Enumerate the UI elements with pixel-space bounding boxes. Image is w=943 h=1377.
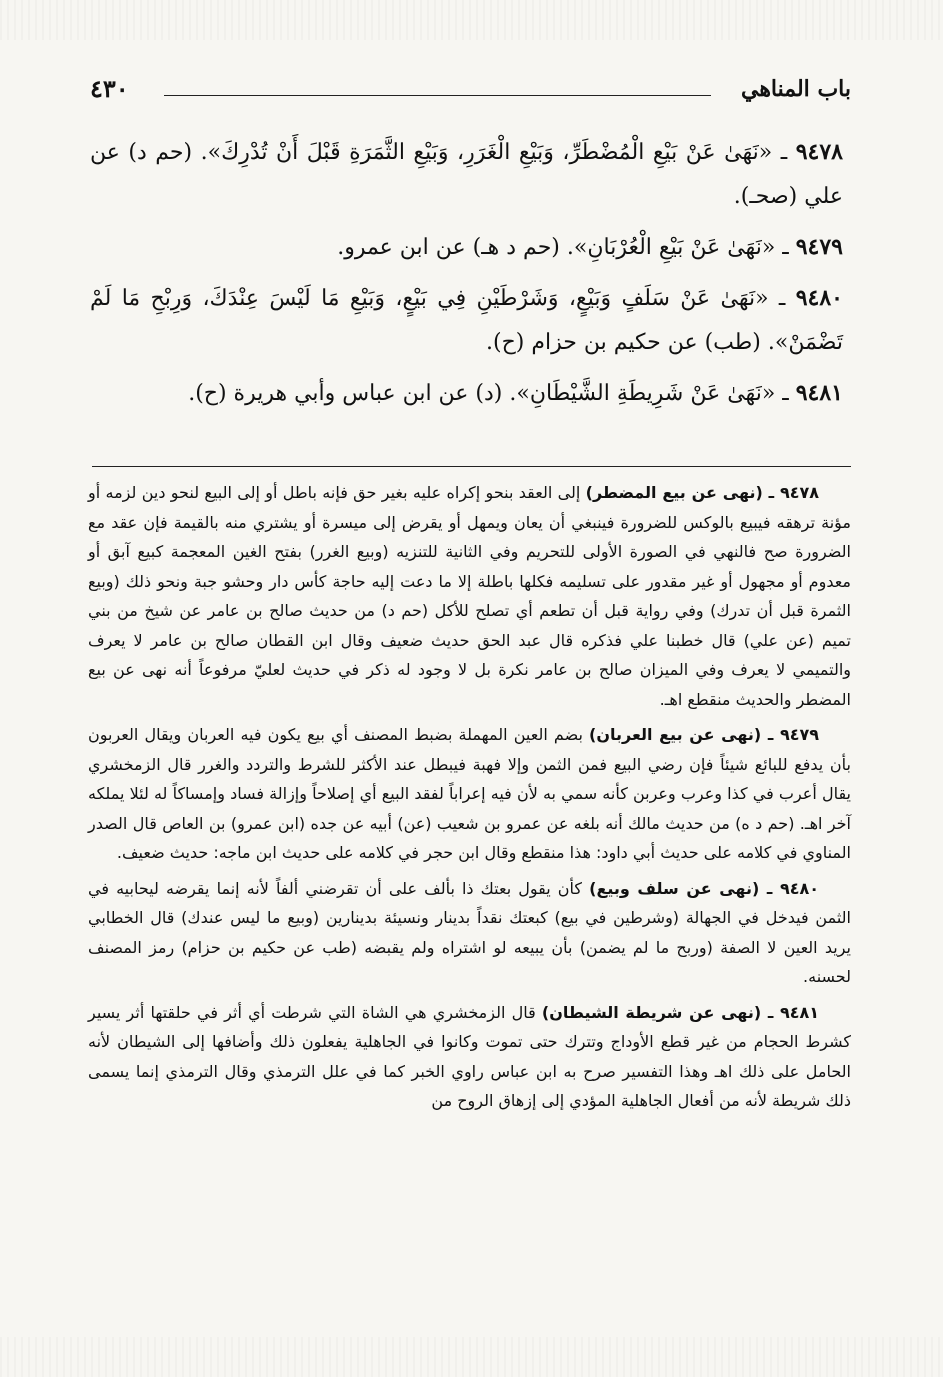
commentary-number: ٩٤٨١	[779, 1002, 820, 1022]
commentary-number: ٩٤٨٠	[779, 878, 820, 898]
commentary-entry: ٩٤٧٩ ـ (نهى عن بيع العربان) بضم العين المهملة بضبط المصنف أي بيع يكون فيه العربان ويقال العربون بأن يدفع للبائع شيئاً فإن رضي البيع فمن الثمن وإلا فهبة فيبطل عند الأكثر للشرط والتردد والغرر قال الزمخشري يقال أعرب في كذا وعرب وعربن كأنه سمي به لأن فيه إعراباً لفقد البيع أي إصلاحاً وإزالة فساد وإمساكاً له لئلا يملكه آخر اهـ. (حم د ه) من حديث مالك أنه بلغه عن عمرو بن شعيب (عن) أبيه عن جده (ابن عمرو) بن العاص قال الصدر المناوي في كلامه على حديث أبي داود: هذا منقطع وقال ابن حجر في كلامه على حديث ابن ماجه: حديث ضعيف.	[88, 725, 851, 862]
hadith-source: (حم د) عن علي (صحـ).	[90, 140, 843, 209]
commentary-text: كأن يقول بعتك ذا بألف على أن تقرضني ألفاً لأنه إنما يقرضه ليحابيه في الثمن فيدخل في الجهالة (وشرطين في بيع) كبعتك نقداً بدينار ونسيئة بدينارين (وبيع ما ليس عندك) قال الخطابي يريد العين لا الصفة (وربح ما لم يضمن) بأن يبيعه لو اشتراه ولم يقبضه (طب عن حكيم بن حزام) رمز المصنف لحسنه.	[88, 878, 851, 986]
hadith-number: ٩٤٨٠	[795, 285, 843, 311]
hadith-number: ٩٤٧٨	[795, 139, 843, 165]
hadith-entry: ٩٤٧٨ ـ «نَهَىٰ عَنْ بَيْعِ الْمُضْطَرِّ، وَبَيْعِ الْغَرَرِ، وَبَيْعِ الثَّمَرَةِ قَبْلَ أَنْ تُدْرِكَ». (حم د) عن علي (صحـ).	[90, 139, 843, 209]
commentary-heading: (نهى عن بيع المضطر)	[585, 483, 763, 502]
commentary-block	[88, 478, 851, 1122]
running-header	[90, 74, 851, 108]
hadith-source: (طب) عن حكيم بن حزام (ح).	[486, 330, 761, 355]
hadith-matn: «نَهَىٰ عَنْ سَلَفٍ وَبَيْعٍ، وَشَرْطَيْنِ فِي بَيْعٍ، وَبَيْعِ مَا لَيْسَ عِنْدَكَ، وَرِبْحِ مَا لَمْ تَضْمَنْ».	[90, 286, 843, 355]
commentary-number: ٩٤٧٨	[779, 483, 820, 502]
commentary-entry: ٩٤٧٨ ـ (نهى عن بيع المضطر) إلى العقد بنحو إكراه عليه بغير حق فإنه باطل أو إلى البيع لنحو دين لزمه أو مؤنة ترهقه فيبيع بالوكس للضرورة فينبغي أن يعان ويمهل أو يقرض إلى ميسرة أو يشتري منه بالقيمة فإن عقد مع الضرورة صح فالنهي في الصورة الأولى للتحريم وفي الثانية للتنزيه (وبيع الغرر) بفتح الغين المعجمة كبيع آبق أو معدوم أو مجهول أو غير مقدور على تسليمه فكلها باطلة إلا ما دعت إليه حاجة كأس دار وحشو جبة ونحو ذلك (وبيع الثمرة قبل أن تدرك) وفي رواية قبل أن تطعم أي تصلح للأكل (حم د) من حديث صالح بن عامر عن شيخ من بني تميم (عن علي) قال خطبنا علي فذكره قال عبد الحق حديث ضعيف وقال ابن القطان صالح بن عامر لا يعرف والتميمي لا يعرف وفي الميزان صالح بن عامر نكرة بل لا وجود له ذكر في حديث لعليّ مرفوعاً أنه نهى عن بيع المضطر والحديث منقطع اهـ.	[88, 483, 851, 709]
commentary-heading: (نهى عن بيع العربان)	[589, 725, 762, 744]
hadith-matn: «نَهَىٰ عَنْ بَيْعِ الْمُضْطَرِّ، وَبَيْعِ الْغَرَرِ، وَبَيْعِ الثَّمَرَةِ قَبْلَ أَنْ تُدْرِكَ».	[200, 140, 773, 165]
hadith-entry: ٩٤٨١ ـ «نَهَىٰ عَنْ شَرِيطَةِ الشَّيْطَانِ». (د) عن ابن عباس وأبي هريرة (ح).	[188, 380, 843, 406]
commentary-text: بضم العين المهملة بضبط المصنف أي بيع يكون فيه العربان ويقال العربون بأن يدفع للبائع شيئاً فإن رضي البيع فمن الثمن وإلا فهبة فيبطل عند الأكثر للشرط والتردد والغرر قال الزمخشري يقال أعرب في كذا وعرب وعربن كأنه سمي به لأن فيه إعراباً لفقد البيع أي إصلاحاً وإزالة فساد وإمساكاً له لئلا يملكه آخر اهـ. (حم د ه) من حديث مالك أنه بلغه عن عمرو بن شعيب (عن) أبيه عن جده (ابن عمرو) بن العاص قال الصدر المناوي في كلامه على حديث أبي داود: هذا منقطع وقال ابن حجر في كلامه على حديث ابن ماجه: حديث ضعيف.	[88, 725, 851, 862]
hadith-matn: «نَهَىٰ عَنْ بَيْعِ الْعُرْبَانِ».	[566, 235, 776, 260]
commentary-heading: (نهى عن سلف وبيع)	[589, 878, 760, 898]
hadith-source: (د) عن ابن عباس وأبي هريرة (ح).	[188, 381, 503, 406]
hadith-matn: «نَهَىٰ عَنْ شَرِيطَةِ الشَّيْطَانِ».	[509, 381, 776, 406]
scan-edge-bottom	[0, 1337, 943, 1377]
hadith-entry: ٩٤٨٠ ـ «نَهَىٰ عَنْ سَلَفٍ وَبَيْعٍ، وَشَرْطَيْنِ فِي بَيْعٍ، وَبَيْعِ مَا لَيْسَ عِنْدَكَ، وَرِبْحِ مَا لَمْ تَضْمَنْ». (طب) عن حكيم بن حزام (ح).	[90, 285, 843, 355]
page-number: ٤٣٠	[90, 74, 129, 103]
hadith-entry: ٩٤٧٩ ـ «نَهَىٰ عَنْ بَيْعِ الْعُرْبَانِ». (حم د هـ) عن ابن عمرو.	[337, 234, 843, 260]
footnote-separator	[92, 466, 851, 467]
hadith-source: (حم د هـ) عن ابن عمرو.	[337, 235, 560, 260]
commentary-entry: ٩٤٨١ ـ (نهى عن شريطة الشيطان) قال الزمخشري هي الشاة التي شرطت أي أثر في حلقتها أثر يسير كشرط الحجام من غير قطع الأوداج وتترك حتى تموت وكانوا في الجاهلية يفعلون ذلك وأضافها إلى الشيطان لأنه الحامل على ذلك اهـ وهذا التفسير صرح به ابن عباس راوي الخبر كما في علل الترمذي وقال الترمذي إنما يسمى ذلك شريطة لأنه من أفعال الجاهلية المؤدي إلى إزهاق الروح من	[88, 1002, 851, 1110]
scan-edge-top	[0, 0, 943, 40]
hadith-number: ٩٤٧٩	[795, 234, 843, 260]
commentary-text: قال الزمخشري هي الشاة التي شرطت أي أثر في حلقتها أثر يسير كشرط الحجام من غير قطع الأوداج وتترك حتى تموت وكانوا في الجاهلية يفعلون ذلك وأضافها إلى الشيطان لأنه الحامل على ذلك اهـ وهذا التفسير صرح به ابن عباس راوي الخبر كما في علل الترمذي وقال الترمذي إنما يسمى ذلك شريطة لأنه من أفعال الجاهلية المؤدي إلى إزهاق الروح من	[88, 1002, 851, 1110]
commentary-text: إلى العقد بنحو إكراه عليه بغير حق فإنه باطل أو إلى البيع لنحو دين لزمه أو مؤنة ترهقه فيبيع بالوكس للضرورة فينبغي أن يعان ويمهل أو يقرض إلى ميسرة أو يشتري منه بالقيمة فإن عقد مع الضرورة صح فالنهي في الصورة الأولى للتحريم وفي الثانية للتنزيه (وبيع الغرر) بفتح الغين المعجمة كبيع آبق أو معدوم أو مجهول أو غير مقدور على تسليمه فكلها باطلة إلا ما دعت إليه حاجة كأس دار وحشو جبة ونحو ذلك (وبيع الثمرة قبل أن تدرك) وفي رواية قبل أن تطعم أي تصلح للأكل (حم د) من حديث صالح بن عامر عن شيخ من بني تميم (عن علي) قال خطبنا علي فذكره قال عبد الحق حديث ضعيف وقال ابن القطان صالح بن عامر لا يعرف والتميمي لا يعرف وفي الميزان صالح بن عامر نكرة بل لا وجود له ذكر في حديث لعليّ مرفوعاً أنه نهى عن بيع المضطر والحديث منقطع اهـ.	[88, 483, 851, 709]
chapter-title: باب المناهي	[740, 76, 851, 102]
commentary-number: ٩٤٧٩	[779, 725, 819, 744]
header-rule	[164, 95, 711, 96]
hadith-text-block	[90, 130, 843, 422]
commentary-heading: (نهى عن شريطة الشيطان)	[541, 1002, 762, 1022]
hadith-number: ٩٤٨١	[795, 380, 843, 406]
commentary-entry: ٩٤٨٠ ـ (نهى عن سلف وبيع) كأن يقول بعتك ذا بألف على أن تقرضني ألفاً لأنه إنما يقرضه ليحابيه في الثمن فيدخل في الجهالة (وشرطين في بيع) كبعتك نقداً بدينار ونسيئة بدينارين (وبيع ما ليس عندك) قال الخطابي يريد العين لا الصفة (وربح ما لم يضمن) بأن يبيعه لو اشتراه ولم يقبضه (طب عن حكيم بن حزام) رمز المصنف لحسنه.	[88, 878, 851, 986]
